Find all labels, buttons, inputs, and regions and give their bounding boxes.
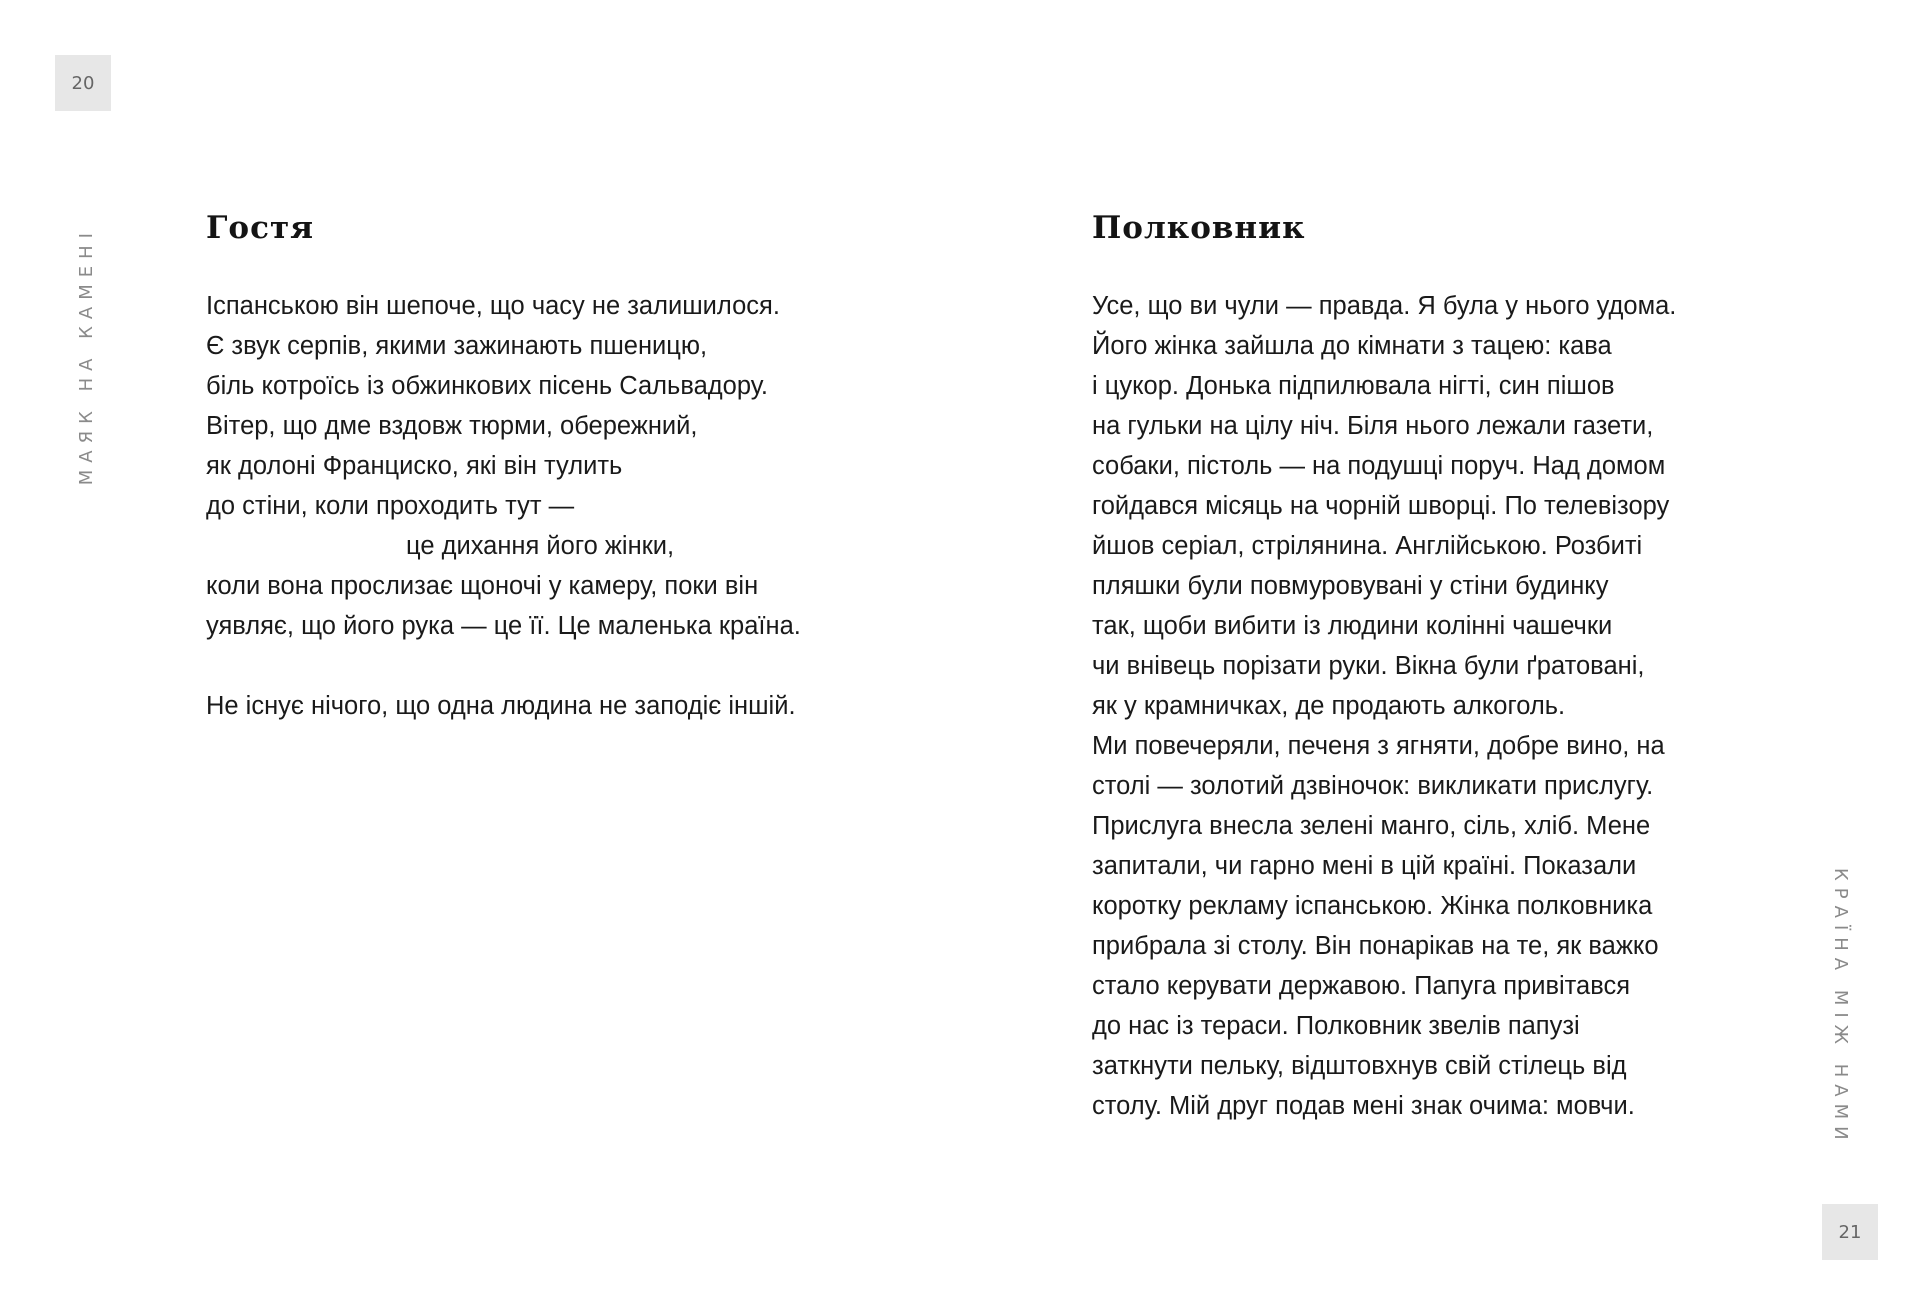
poem-line: коли вона прослизає щоночі у камеру, поки він (206, 572, 759, 600)
poem-line: пляшки були повмуровувані у стіни будинку (1092, 572, 1609, 600)
poem-final-line: Не існує нічого, що одна людина не заподіє іншій. (206, 692, 796, 720)
poem-line-indented: це дихання його жінки, (406, 532, 675, 560)
poem-line: коротку рекламу іспанською. Жінка полковника (1092, 892, 1653, 920)
poem-line: запитали, чи гарно мені в цій країні. Показали (1092, 852, 1637, 880)
poem-line: Іспанською він шепоче, що часу не залишилося. (206, 292, 780, 320)
poem-line: так, щоби вибити із людини колінні чашечки (1092, 612, 1613, 640)
stanza-break (206, 646, 886, 686)
poem-line: як долоні Франциско, які він тулить (206, 452, 623, 480)
poem-line: до нас із тераси. Полковник звелів папузі (1092, 1012, 1580, 1040)
poem-title-right: Полковник (1092, 210, 1306, 246)
page-number-right: 21 (1822, 1204, 1878, 1260)
poem-line: уявляє, що його рука — це її. Це маленька країна. (206, 612, 801, 640)
poem-line: Його жінка зайшла до кімнати з тацею: кава (1092, 332, 1612, 360)
poem-line: біль котроїсь із обжинкових пісень Сальвадору. (206, 372, 768, 400)
poem-line: чи внівець порізати руки. Вікна були ґратовані, (1092, 652, 1645, 680)
poem-line: Є звук серпів, якими зажинають пшеницю, (206, 332, 708, 360)
poem-line: до стіни, коли проходить тут — (206, 492, 575, 520)
poem-line: столу. Мій друг подав мені знак очима: мовчи. (1092, 1092, 1635, 1120)
right-page-column (1092, 210, 1772, 1126)
poem-line: як у крамничках, де продають алкоголь. (1092, 692, 1566, 720)
running-header-left: МАЯК НА КАМЕНІ (76, 226, 97, 486)
poem-body-right (1092, 286, 1772, 1126)
poem-line: Вітер, що дме вздовж тюрми, обережний, (206, 412, 698, 440)
running-header-right: КРАЇНА МІЖ НАМИ (1830, 868, 1851, 1147)
poem-line: собаки, пістоль — на подушці поруч. Над домом (1092, 452, 1666, 480)
poem-line: і цукор. Донька підпилювала нігті, син пішов (1092, 372, 1615, 400)
poem-line: столі — золотий дзвіночок: викликати прислугу. (1092, 772, 1654, 800)
poem-line: заткнути пельку, відштовхнув свій стілець від (1092, 1052, 1627, 1080)
poem-line: Ми повечеряли, печеня з ягняти, добре вино, на (1092, 732, 1665, 760)
poem-line: на гульки на цілу ніч. Біля нього лежали газети, (1092, 412, 1654, 440)
poem-line: йшов серіал, стрілянина. Англійською. Розбиті (1092, 532, 1643, 560)
left-page-column (206, 210, 886, 726)
poem-line: Прислуга внесла зелені манго, сіль, хліб. Мене (1092, 812, 1651, 840)
poem-body-left (206, 286, 886, 726)
poem-line: Усе, що ви чули — правда. Я була у нього удома. (1092, 292, 1677, 320)
page-number-left: 20 (55, 55, 111, 111)
poem-line: стало керувати державою. Папуга привітався (1092, 972, 1631, 1000)
poem-line: прибрала зі столу. Він понарікав на те, як важко (1092, 932, 1659, 960)
poem-title-left: Гостя (206, 210, 315, 246)
poem-line: гойдався місяць на чорній шворці. По телевізору (1092, 492, 1670, 520)
